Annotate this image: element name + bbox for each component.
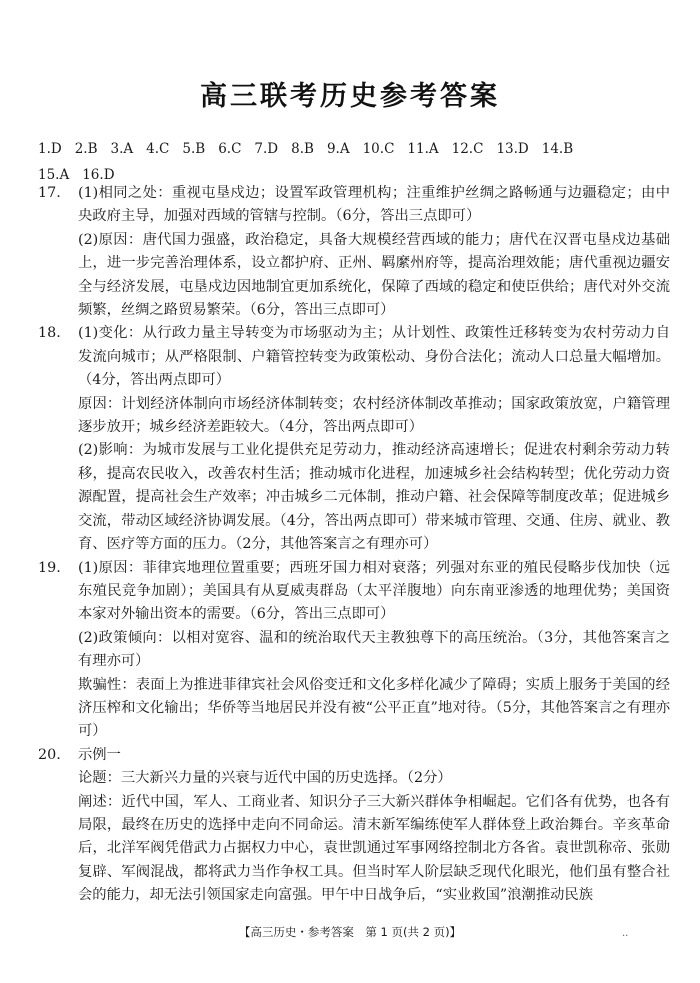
choice-answer: 6.C <box>218 141 242 157</box>
answer-paragraph: (2)影响：为城市发展与工业化提供充足劳动力，推动经济高速增长；促进农村剩余劳动力转移，提高农民收入，改善农村生活；推动城市化进程，加速城乡社会结构转型；优化劳动力资源配置，提高社会生产效率；冲击城乡二元体制，推动户籍、社会保障等制度改革；促进城乡交流，带动区域经济协调发展。（4分，答出两点即可）带来城市管理、交通、住房、就业、教育、医疗等方面的压力。（2分，其他答案言之有理亦可） <box>78 442 670 553</box>
answer-paragraph: (2)政策倾向：以相对宽容、温和的统治取代天主教独尊下的高压统治。（3分，其他答案言之有理亦可） <box>78 629 670 670</box>
choice-answer: 1.D <box>38 141 62 157</box>
answer-paragraph: 原因：计划经济体制向市场经济体制转变；农村经济体制改革推动；国家政策放宽，户籍管理逐步放开；城乡经济差距较大。（4分，答出两点即可） <box>78 395 670 436</box>
choice-answer: 5.B <box>182 141 206 157</box>
question-17 <box>38 182 670 322</box>
question-number: 20. <box>38 746 61 763</box>
choice-answer: 12.C <box>451 141 484 157</box>
answer-content <box>38 182 670 908</box>
question-number: 17. <box>38 185 61 201</box>
page-footer: 【高三历史・参考答案 第 1 页(共 2 页)】 <box>238 925 462 939</box>
question-number: 19. <box>38 559 61 576</box>
choice-answer: 14.B <box>541 141 574 157</box>
answer-paragraph: 欺骗性：表面上为推进菲律宾社会风俗变迁和文化多样化减少了障碍；实质上服务于美国的经济压榨和文化输出；华侨等当地居民并没有被“公平正直”地对待。（5分，其他答案言之有理亦可） <box>78 676 670 740</box>
choice-answer: 16.D <box>82 167 115 183</box>
answer-paragraph: 论题：三大新兴力量的兴衰与近代中国的历史选择。（2分） <box>78 770 452 787</box>
choice-answer: 9.A <box>326 141 350 157</box>
question-number: 18. <box>38 325 61 342</box>
question-18 <box>38 322 670 556</box>
choice-answer-row <box>38 136 668 162</box>
answer-paragraph: (1)变化：从行政力量主导转变为市场驱动为主；从计划性、政策性迁移转变为农村劳动力自发流向城市；从严格限制、户籍管控转变为政策松动、身份合法化；流动人口总量大幅增加。（4分，答出两点即可） <box>78 325 670 389</box>
answer-paragraph: (1)相同之处：重视屯垦戍边；设置军政管理机构；注重维护丝绸之路畅通与边疆稳定；由中央政府主导，加强对西域的管辖与控制。（6分，答出三点即可） <box>78 185 670 225</box>
question-19 <box>38 557 670 744</box>
choice-answer: 2.B <box>74 141 98 157</box>
choice-answer: 3.A <box>110 141 134 157</box>
page-title: 高三联考历史参考答案 <box>200 81 500 112</box>
choice-answer: 13.D <box>496 141 529 157</box>
answer-paragraph: (1)原因：菲律宾地理位置重要；西班牙国力相对衰落；列强对东亚的殖民侵略步伐加快（远东殖民竞争加剧）；美国具有从夏威夷群岛（太平洋腹地）向东南亚渗透的地理优势；美国资本家对外输出资本的需要。（6分，答出三点即可） <box>78 559 670 623</box>
choice-answer: 8.B <box>291 141 314 157</box>
question-20 <box>38 744 670 908</box>
answer-paragraph: (2)原因：唐代国力强盛，政治稳定，具备大规模经营西域的能力；唐代在汉晋屯垦戍边基础上，进一步完善治理体系，设立都护府、正州、羁縻州府等，提高治理效能；唐代重视边疆安全与经济发展，屯垦戍边因地制宜更加系统化，保障了西域的稳定和使臣供给；唐代对外交流频繁，丝绸之路贸易繁荣。（6分，答出三点即可） <box>78 231 670 319</box>
choice-answer: 11.A <box>407 141 439 157</box>
answer-paragraph: 阐述：近代中国，军人、工商业者、知识分子三大新兴群体争相崛起。它们各有优势，也各有局限，最终在历史的选择中走向不同命运。清末新军编练使军人群体登上政治舞台。辛亥革命后，北洋军阀凭借武力占据权力中心，袁世凯通过军事网络控制北方各省。袁世凯称帝、张勋复辟、军阀混战，都将武力当作争权工具。但当时军人阶层缺乏现代化眼光，他们虽有整合社会的能力，却无法引领国家走向富强。甲午中日战争后，“实业救国”浪潮推动民族 <box>78 793 670 904</box>
choice-answer: 7.D <box>254 141 279 157</box>
answer-paragraph: 示例一 <box>78 746 121 763</box>
corner-mark: .. <box>622 928 629 939</box>
choice-answer: 15.A <box>38 167 70 183</box>
choice-answer: 10.C <box>362 141 395 157</box>
choice-answers <box>38 136 668 188</box>
choice-answer: 4.C <box>146 141 170 157</box>
